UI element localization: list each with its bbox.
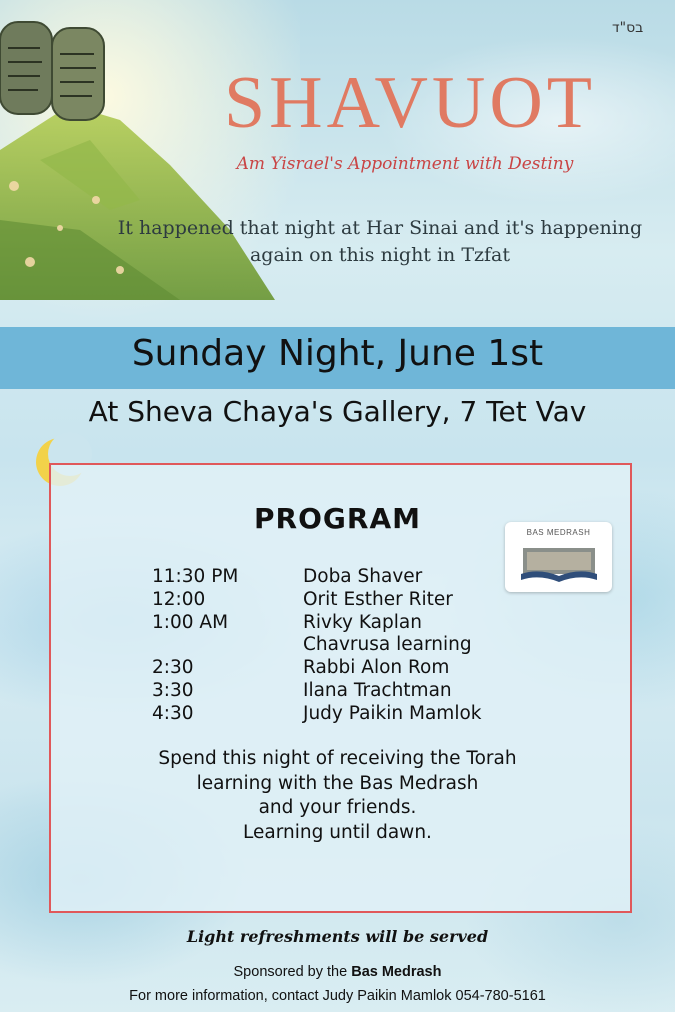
intro-line: It happened that night at Har Sinai and it's happening (117, 217, 643, 239)
program-schedule (152, 566, 552, 726)
schedule-row (152, 566, 552, 589)
schedule-row (152, 680, 552, 703)
schedule-name: Ilana Trachtman (303, 679, 452, 701)
schedule-name: Orit Esther Riter (303, 588, 453, 610)
contact-info: For more information, contact Judy Paikin Mamlok 054-780-5161 (129, 988, 546, 1004)
closing-line: and your friends. (258, 797, 417, 818)
event-location: At Sheva Chaya's Gallery, 7 Tet Vav (88, 395, 587, 428)
schedule-time: 3:30 (152, 679, 194, 701)
schedule-name: Rivky Kaplan (303, 611, 422, 633)
schedule-time: 12:00 (152, 588, 206, 610)
closing-line: Spend this night of receiving the Torah (158, 748, 517, 769)
schedule-time: 4:30 (152, 702, 194, 724)
schedule-row (152, 703, 552, 726)
event-date: Sunday Night, June 1st (131, 333, 544, 374)
schedule-row (152, 657, 552, 680)
schedule-time: 11:30 PM (152, 566, 239, 587)
sponsor-name: Bas Medrash (351, 964, 442, 980)
schedule-row (152, 589, 552, 612)
schedule-row (152, 612, 552, 635)
schedule-name: Judy Paikin Mamlok (303, 702, 482, 724)
closing-text (0, 747, 675, 845)
poster-subtitle: Am Yisrael's Appointment with Destiny (236, 154, 574, 174)
sponsor-prefix: Sponsored by the (233, 964, 348, 980)
schedule-name: Doba Shaver (303, 566, 423, 587)
sponsor-line (0, 964, 675, 980)
logo-text: BAS MEDRASH (526, 528, 591, 537)
intro-text (90, 215, 670, 269)
schedule-time: 2:30 (152, 657, 194, 679)
poster-title: SHAVUOT (223, 62, 597, 144)
closing-line: Learning until dawn. (243, 821, 432, 843)
schedule-name: Rabbi Alon Rom (303, 657, 450, 679)
ten-commandments-tablets-icon (0, 22, 104, 120)
schedule-time: 1:00 AM (152, 611, 229, 633)
intro-line: again on this night in Tzfat (249, 244, 511, 266)
schedule-name: Chavrusa learning (303, 634, 472, 656)
closing-line: learning with the Bas Medrash (196, 772, 479, 794)
schedule-row (152, 634, 552, 657)
refreshments-note: Light refreshments will be served (186, 927, 489, 946)
program-title: PROGRAM (254, 502, 421, 535)
besd-mark: בס"ד (612, 20, 644, 36)
